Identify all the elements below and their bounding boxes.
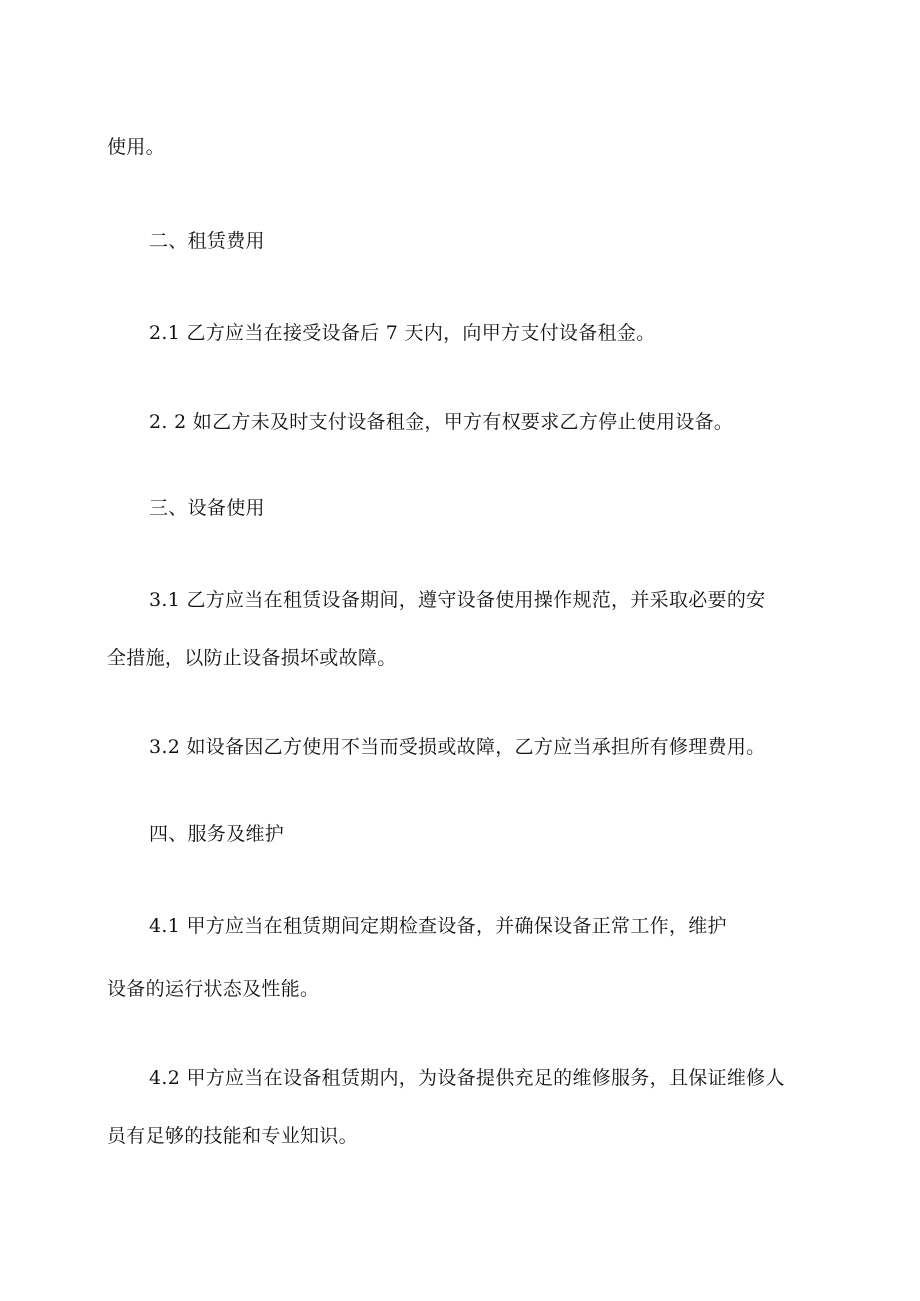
clause-4-1-line-2: 设备的运行状态及性能。 bbox=[107, 978, 320, 1000]
clause-4-2-line-2: 员有足够的技能和专业知识。 bbox=[107, 1125, 358, 1147]
paragraph-continuation: 使用。 bbox=[107, 136, 165, 158]
clause-3-1-line-2: 全措施，以防止设备损坏或故障。 bbox=[107, 647, 397, 669]
clause-2-2: 2. 2 如乙方未及时支付设备租金，甲方有权要求乙方停止使用设备。 bbox=[149, 411, 734, 433]
clause-3-2: 3.2 如设备因乙方使用不当而受损或故障，乙方应当承担所有修理费用。 bbox=[149, 736, 766, 758]
clause-4-1-line-1: 4.1 甲方应当在租赁期间定期检查设备，并确保设备正常工作，维护 bbox=[149, 915, 727, 937]
section-heading-3: 三、设备使用 bbox=[149, 497, 265, 519]
section-heading-2: 二、租赁费用 bbox=[149, 230, 265, 252]
clause-4-2-line-1: 4.2 甲方应当在设备租赁期内，为设备提供充足的维修服务，且保证维修人 bbox=[149, 1067, 785, 1089]
section-heading-4: 四、服务及维护 bbox=[149, 823, 285, 845]
clause-2-1: 2.1 乙方应当在接受设备后 7 天内，向甲方支付设备租金。 bbox=[149, 322, 656, 344]
clause-3-1-line-1: 3.1 乙方应当在租赁设备期间，遵守设备使用操作规范，并采取必要的安 bbox=[149, 589, 766, 611]
